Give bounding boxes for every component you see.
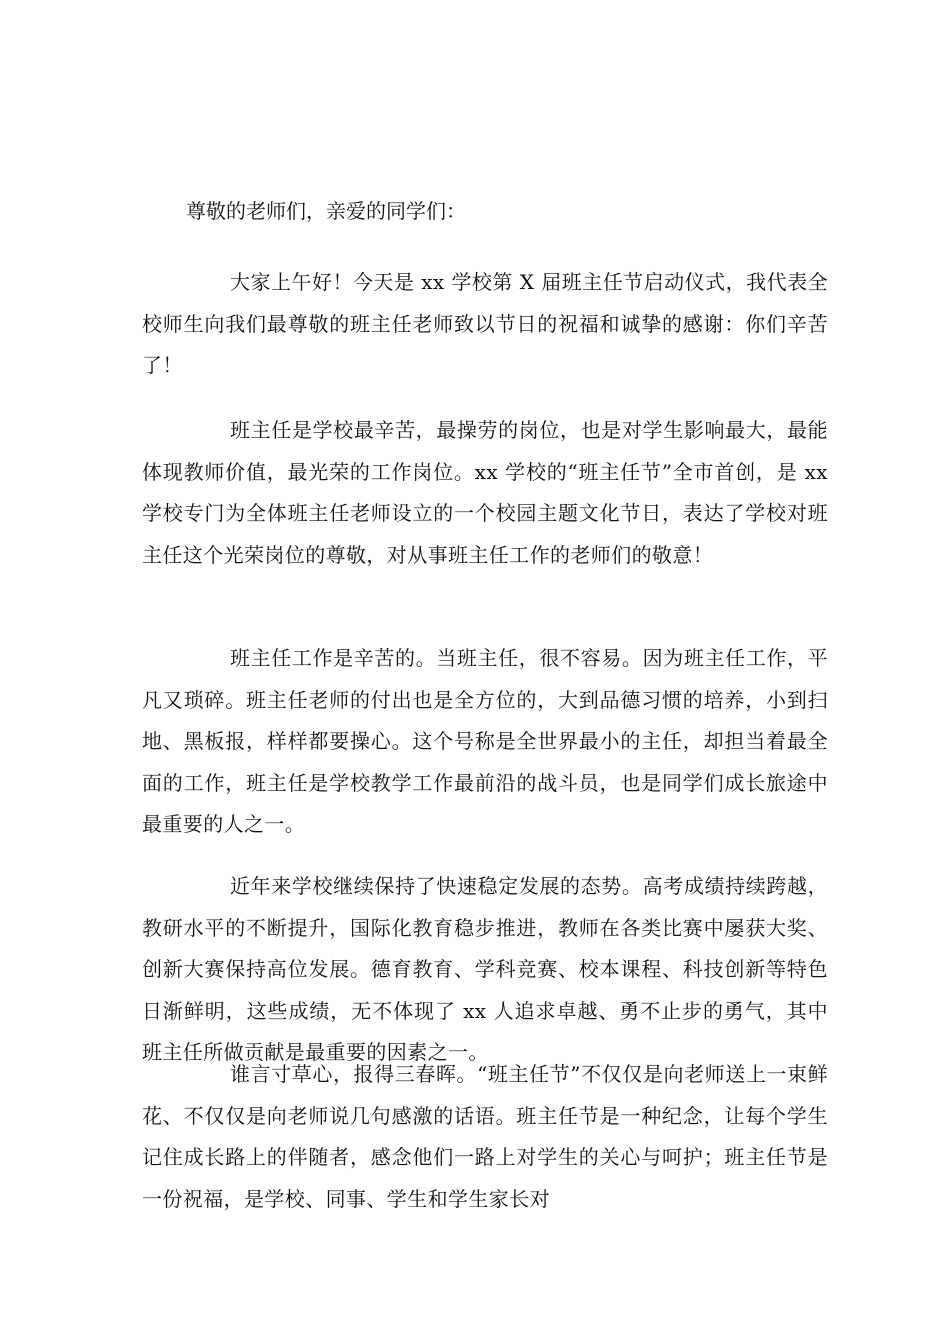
paragraph-role: 班主任是学校最辛苦，最操劳的岗位，也是对学生影响最大，最能体现教师价值，最光荣的工作岗位。xx 学校的“班主任节”全市首创，是 xx 学校专门为全体班主任老师设立的一个校园主题文化节日，表达了学校对班主任这个光荣岗位的尊敬，对从事班主任工作的老师们的敬意！ xyxy=(142,418,828,567)
paragraph-greeting: 大家上午好！今天是 xx 学校第 X 届班主任节启动仪式，我代表全校师生向我们最尊敬的班主任老师致以节日的祝福和诚挚的感谢：你们辛苦了！ xyxy=(142,270,828,377)
paragraph-achievements: 近年来学校继续保持了快速稳定发展的态势。高考成绩持续跨越，教研水平的不断提升，国际化教育稳步推进，教师在各类比赛中屡获大奖、创新大赛保持高位发展。德育教育、学科竞赛、校本课程、科技创新等特色日渐鲜明，这些成绩，无不体现了 xx 人追求卓越、勇不止步的勇气，其中班主任所做贡献是最重要的因素之一。 xyxy=(142,874,828,1064)
salutation: 尊敬的老师们，亲爱的同学们： xyxy=(186,199,466,223)
paragraph-hardship: 班主任工作是辛苦的。当班主任，很不容易。因为班主任工作，平凡又琐碎。班主任老师的付出也是全方位的，大到品德习惯的培养，小到扫地、黑板报，样样都要操心。这个号称是全世界最小的主任，却担当着最全面的工作，班主任是学校教学工作最前沿的战斗员，也是同学们成长旅途中最重要的人之一。 xyxy=(142,646,828,836)
paragraph-gratitude: 谁言寸草心，报得三春晖。“班主任节”不仅仅是向老师送上一束鲜花、不仅仅是向老师说几句感激的话语。班主任节是一种纪念，让每个学生记住成长路上的伴随者，感念他们一路上对学生的关心与呵护；班主任节是一份祝福，是学校、同事、学生和学生家长对 xyxy=(142,1062,828,1211)
